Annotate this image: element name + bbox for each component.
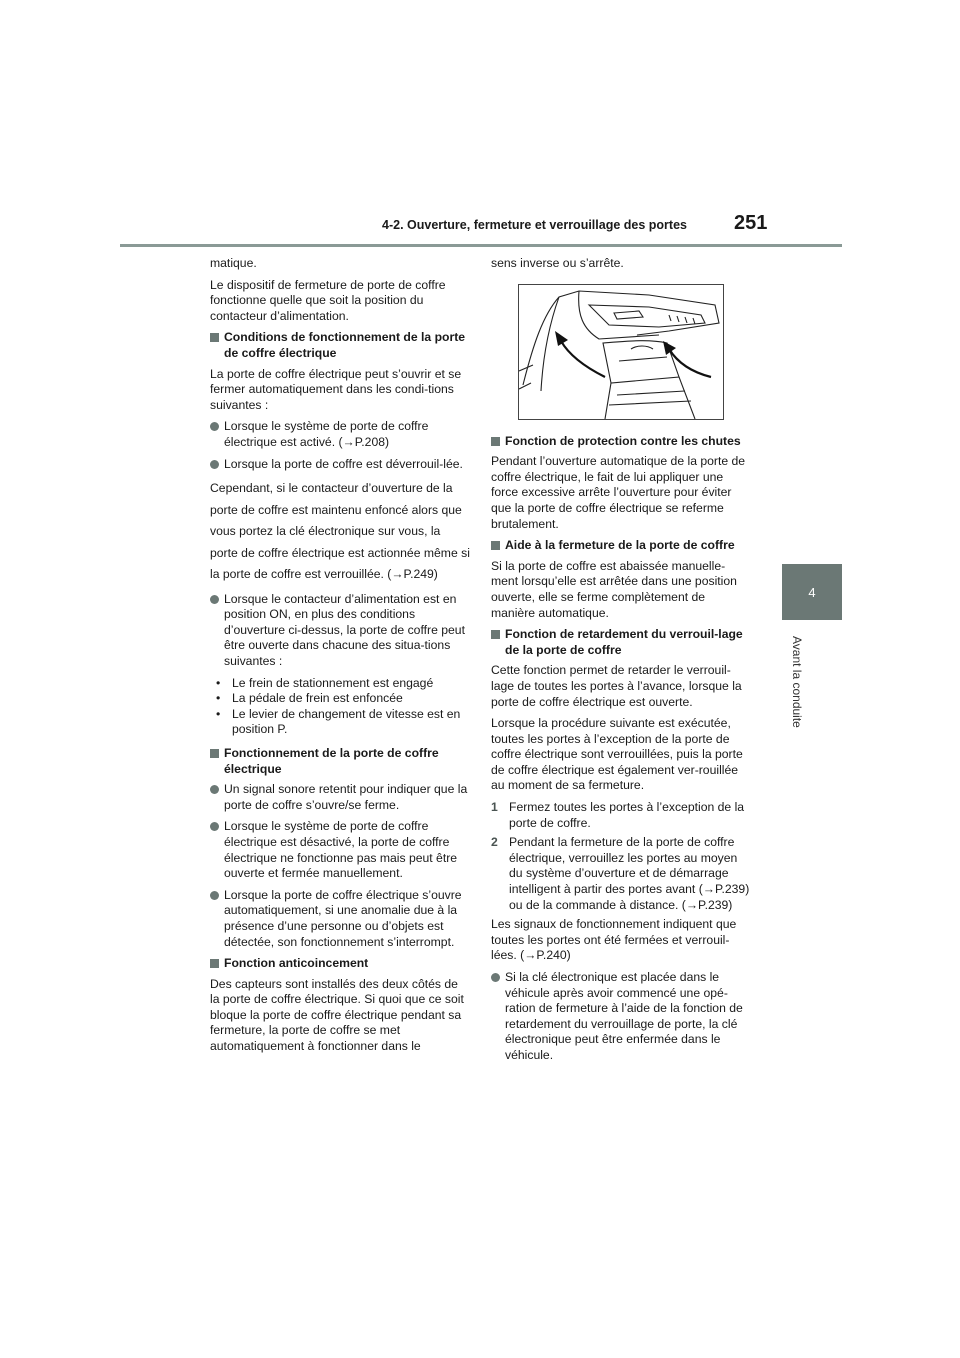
paragraph: matique.: [210, 256, 257, 270]
bullet-item: [210, 592, 470, 670]
heading-text: Fonction de retardement du verrouil-lage de la porte de coffre: [505, 627, 743, 657]
paragraph: Si la porte de coffre est abaissée manuelle-ment lorsqu’elle est arrêtée dans une position ouverte, elle se ferme complètement de manière automatique.: [491, 558, 737, 620]
square-bullet-icon: [491, 630, 500, 639]
circle-bullet-icon: [210, 595, 219, 604]
chapter-tab[interactable]: [782, 564, 842, 620]
bullet-text: Lorsque le contacteur d’alimentation est en position ON, en plus des conditions d’ouverture ci-dessus, la porte de coffre peut être ouverte dans chacune des situa-tions suivantes :: [224, 591, 465, 668]
sub-bullet-item: [210, 691, 470, 707]
heading-text: Aide à la fermeture de la porte de coffre: [505, 538, 735, 553]
paragraph: sens inverse ou s’arrête.: [491, 256, 624, 270]
paragraph: Le dispositif de fermeture de porte de coffre fonctionne quelle que soit la position du contacteur d’alimentation.: [210, 277, 446, 323]
bullet-item: [210, 419, 470, 450]
section-heading: [491, 627, 751, 658]
bullet-text: Lorsque la porte de coffre est déverrouil-lée.: [224, 456, 463, 471]
circle-bullet-icon: [210, 785, 219, 794]
step-text: Pendant la fermeture de la porte de coffre électrique, verrouillez les portes au moyen du système d’ouverture et de démarrage intelligent à partir des portes avant (→P.239) ou de la commande à distance. (→P.239): [509, 835, 750, 912]
square-bullet-icon: [210, 333, 219, 342]
section-title: 4-2. Ouverture, fermeture et verrouillage des portes: [382, 218, 687, 232]
chapter-title: Avant la conduite: [790, 636, 804, 728]
bullet-item: [210, 457, 470, 473]
chapter-number: 4: [808, 584, 816, 600]
section-heading: [210, 956, 470, 972]
bullet-text: Lorsque le système de porte de coffre électrique est désactivé, la porte de coffre électrique ne fonctionne pas mais peut être ouverte et fermée manuellement.: [224, 819, 458, 881]
bullet-item: [210, 888, 470, 950]
step-number: 2: [491, 835, 498, 850]
paragraph: Des capteurs sont installés des deux côtés de la porte de coffre électrique. Si quoi que ce soit bloque la porte de coffre électrique pendant sa fermeture, la porte de coffre se met automatiquement à fonctionner dans le: [210, 976, 464, 1054]
tailgate-illustration: [518, 284, 724, 420]
paragraph: Cette fonction permet de retarder le verrouil-lage de toutes les portes à l’avance, lorsque la porte de coffre électrique est ouverte.: [491, 663, 742, 709]
right-column: [491, 256, 751, 1070]
bullet-text: Lorsque le système de porte de coffre électrique est activé. (→P.208): [224, 419, 429, 449]
sub-bullet-item: [210, 707, 470, 738]
bullet-icon: •: [216, 691, 221, 706]
heading-text: Conditions de fonctionnement de la porte de coffre électrique: [224, 330, 466, 360]
circle-bullet-icon: [210, 460, 219, 469]
step-number: 1: [491, 800, 498, 815]
circle-bullet-icon: [210, 822, 219, 831]
section-heading: [210, 330, 470, 361]
paragraph: Les signaux de fonctionnement indiquent que toutes les portes ont été fermées et verrouil-lées. (→P.240): [491, 917, 737, 963]
paragraph: La porte de coffre électrique peut s’ouvrir et se fermer automatiquement dans les condi-tions suivantes :: [210, 366, 462, 412]
bullet-text: Lorsque la porte de coffre électrique s’ouvre automatiquement, si une anomalie due à la présence d’une personne ou d’objets est détectée, son fonctionnement s’interrompt.: [224, 887, 462, 949]
bullet-icon: •: [216, 675, 221, 690]
header-rule: [120, 244, 842, 247]
page-number: 251: [734, 212, 768, 234]
sub-bullet-item: [210, 676, 470, 692]
bullet-text: Si la clé électronique est placée dans le véhicule après avoir commencé une opé-ration de fermeture à l’aide de la fonction de retardement du verrouillage de porte, la clé électronique peut être enfermée dans le véhicule.: [505, 970, 743, 1062]
step-text: Fermez toutes les portes à l’exception de la porte de coffre.: [509, 800, 745, 830]
bullet-text: Un signal sonore retentit pour indiquer que la porte de coffre s’ouvre/se ferme.: [224, 782, 468, 812]
square-bullet-icon: [210, 749, 219, 758]
heading-text: Fonction de protection contre les chutes: [505, 433, 741, 448]
section-heading: [210, 746, 470, 777]
bullet-item: [210, 819, 470, 881]
sub-bullet-text: La pédale de frein est enfoncée: [232, 691, 403, 706]
bullet-item: [210, 782, 470, 813]
section-heading: [491, 538, 751, 554]
bullet-icon: •: [216, 706, 221, 721]
square-bullet-icon: [491, 541, 500, 550]
section-heading: [491, 434, 751, 450]
heading-text: Fonction anticoincement: [224, 956, 369, 971]
circle-bullet-icon: [491, 973, 500, 982]
paragraph: Cependant, si le contacteur d’ouverture de la porte de coffre est maintenu enfoncé alors que vous portez la clé électronique sur vous, la porte de coffre électrique est actionnée même si la porte de coffre est verrouillée. (→P.249): [210, 481, 470, 582]
square-bullet-icon: [210, 959, 219, 968]
step-item: [491, 835, 751, 913]
bullet-item: [491, 970, 751, 1064]
circle-bullet-icon: [210, 891, 219, 900]
tailgate-drawing: [519, 285, 723, 419]
paragraph: Lorsque la procédure suivante est exécutée, toutes les portes à l’exception de la porte de coffre électrique sont verrouillées, puis la porte de coffre électrique est également ver-rouillée au moment de sa fermeture.: [491, 716, 743, 793]
circle-bullet-icon: [210, 422, 219, 431]
sub-bullet-text: Le frein de stationnement est engagé: [232, 675, 434, 690]
square-bullet-icon: [491, 437, 500, 446]
step-item: [491, 800, 751, 831]
left-column: [210, 256, 470, 1061]
heading-text: Fonctionnement de la porte de coffre électrique: [224, 745, 439, 776]
sub-bullet-text: Le levier de changement de vitesse est en position P.: [232, 706, 461, 737]
paragraph: Pendant l’ouverture automatique de la porte de coffre électrique, le fait de lui appliquer une force excessive arrête l’ouverture pour éviter que la porte de coffre électrique se referme brutalement.: [491, 454, 746, 531]
